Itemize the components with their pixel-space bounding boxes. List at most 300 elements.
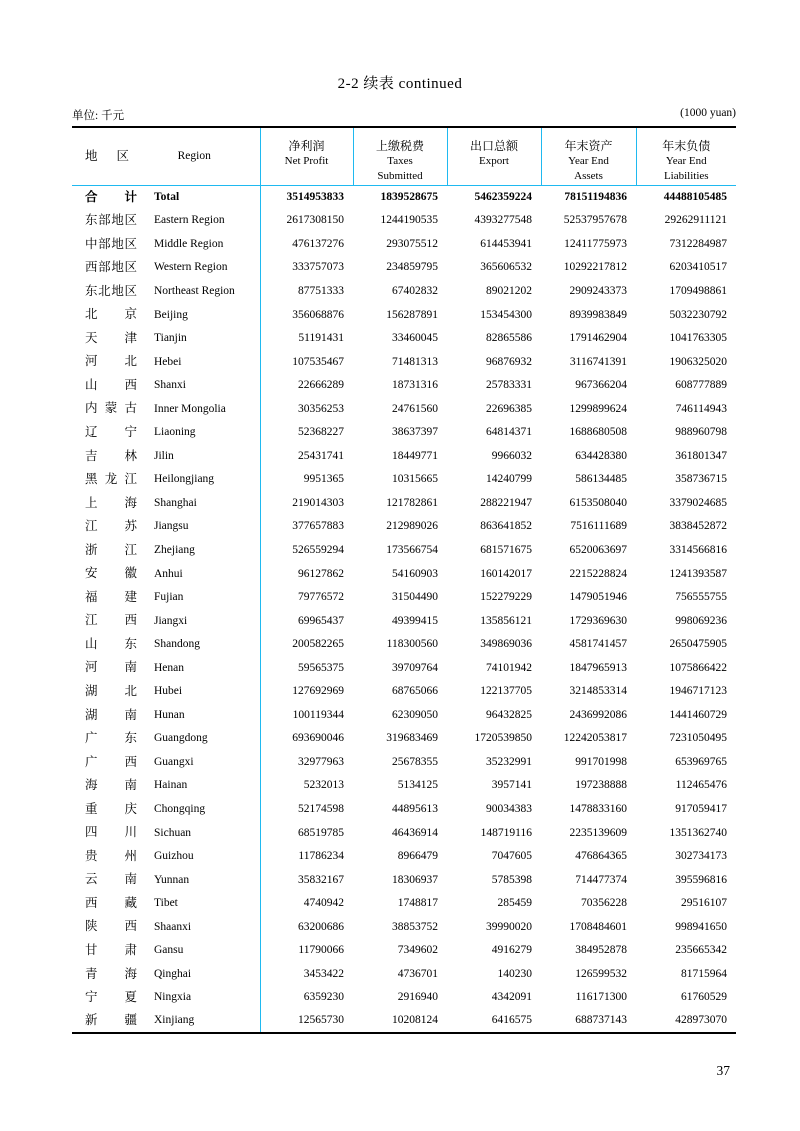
value-cell: 2916940 [397,991,438,1004]
value-cell: 293075512 [386,237,438,250]
value-cell: 3116741391 [569,355,627,368]
region-name-en: Anhui [154,567,183,580]
value-cell: 4740942 [303,897,344,910]
table-row [72,679,736,703]
region-cell [72,468,260,492]
value-cell: 71481313 [392,355,438,368]
value-cell: 1729369630 [569,614,627,627]
value-cell: 52174598 [298,802,344,815]
table-row [72,986,736,1010]
column-header-zh: 出口总额 [469,139,518,153]
value-cell: 6153508040 [569,496,627,509]
region-cell [72,679,260,703]
value-cell: 1847965913 [569,661,627,674]
value-cell: 135856121 [480,614,532,627]
value-cell: 693690046 [292,732,344,745]
value-cell: 1299899624 [569,402,627,415]
table-row [72,279,736,303]
region-name-en: Qinghai [154,967,192,980]
region-name-zh: 东部地区 [85,213,137,228]
region-name-zh: 浙江 [85,542,137,557]
value-cell: 1791462904 [569,332,627,345]
value-cell: 35232991 [486,755,532,768]
region-cell [72,915,260,939]
region-name-en: Heilongjiang [154,473,215,486]
value-cell: 714477374 [575,873,627,886]
value-cell: 25783331 [486,379,532,392]
value-cell: 69965437 [298,614,344,627]
value-cell: 87751333 [298,284,344,297]
region-name-zh: 陕西 [85,919,137,934]
value-cell: 78151194836 [564,191,627,204]
column-header [447,127,541,185]
value-cell: 5032230792 [669,308,727,321]
value-cell: 4736701 [397,967,438,980]
value-cell: 746114943 [675,402,727,415]
value-cell: 12411775973 [564,237,627,250]
value-cell: 31504490 [392,591,438,604]
value-cell: 29516107 [681,897,727,910]
value-cell: 44895613 [392,802,438,815]
region-header-en: Region [177,150,211,163]
region-name-zh: 上海 [85,495,137,510]
region-name-en: Tianjin [154,332,187,345]
value-cell: 319683469 [386,732,438,745]
value-cell: 4342091 [491,991,532,1004]
value-cell: 112465476 [675,779,727,792]
value-cell: 302734173 [675,850,727,863]
value-cell: 52368227 [298,426,344,439]
region-cell [72,279,260,303]
value-cell: 5462359224 [474,191,532,204]
value-cell: 18731316 [392,379,438,392]
page-number: 37 [716,1063,730,1078]
region-cell [72,750,260,774]
unit-label-en: (1000 yuan) [680,107,736,119]
value-cell: 2215228824 [569,567,627,580]
region-cell [72,656,260,680]
value-cell: 1720539850 [474,732,532,745]
region-cell [72,185,260,209]
region-name-zh: 广西 [85,754,137,769]
value-cell: 1041763305 [669,332,727,345]
table-row [72,185,736,209]
value-cell: 59565375 [298,661,344,674]
value-cell: 608777889 [675,379,727,392]
value-cell: 9951365 [303,473,344,486]
value-cell: 285459 [497,897,532,910]
value-cell: 991701998 [575,755,627,768]
value-cell: 156287891 [386,308,438,321]
region-name-zh: 甘肃 [85,943,137,958]
value-cell: 967366204 [575,379,627,392]
region-cell [72,797,260,821]
region-name-zh: 云南 [85,872,137,887]
value-cell: 4581741457 [569,638,627,651]
value-cell: 22666289 [298,379,344,392]
region-cell [72,1009,260,1033]
column-header-en: Liabilities [663,169,709,182]
column-header [541,127,636,185]
value-cell: 140230 [497,967,532,980]
region-name-zh: 湖南 [85,707,137,722]
region-cell [72,444,260,468]
region-name-en: Zhejiang [154,543,195,556]
table-row [72,891,736,915]
table-row [72,397,736,421]
value-cell: 5134125 [397,779,438,792]
value-cell: 52537957678 [563,214,627,227]
region-name-en: Fujian [154,591,184,604]
table-row [72,491,736,515]
value-cell: 46436914 [392,826,438,839]
table-row [72,797,736,821]
value-cell: 4393277548 [474,214,532,227]
region-name-zh: 山西 [85,377,137,392]
value-cell: 116171300 [575,991,627,1004]
value-cell: 1906325020 [669,355,727,368]
value-cell: 1688680508 [569,426,627,439]
value-cell: 11786234 [298,850,344,863]
value-cell: 12242053817 [563,732,627,745]
column-header-region [72,127,260,185]
region-cell [72,491,260,515]
region-name-zh: 宁夏 [85,990,137,1005]
region-cell [72,303,260,327]
region-name-en: Hubei [154,685,183,698]
table-row [72,538,736,562]
table-row [72,468,736,492]
value-cell: 7047605 [491,850,532,863]
region-name-en: Guizhou [154,850,194,863]
table-row [72,303,736,327]
region-cell [72,326,260,350]
value-cell: 7349602 [397,944,438,957]
value-cell: 160142017 [480,567,532,580]
value-cell: 29262911121 [664,214,727,227]
value-cell: 988960798 [675,426,727,439]
value-cell: 82865586 [486,332,532,345]
table-row [72,727,736,751]
region-cell [72,868,260,892]
table-row [72,585,736,609]
region-name-zh: 海南 [85,778,137,793]
region-name-en: Chongqing [154,802,206,815]
region-cell [72,232,260,256]
value-cell: 12565730 [298,1014,344,1027]
value-cell: 356068876 [292,308,344,321]
value-cell: 998941650 [675,920,727,933]
region-name-en: Tibet [154,897,178,910]
value-cell: 586134485 [575,473,627,486]
column-header-zh: 上缴税费 [375,139,424,153]
region-name-en: Jiangsu [154,520,189,533]
region-name-en: Western Region [154,261,228,274]
value-cell: 349869036 [480,638,532,651]
value-cell: 235665342 [675,944,727,957]
value-cell: 3214853314 [569,685,627,698]
region-name-en: Eastern Region [154,214,225,227]
value-cell: 51191431 [298,332,344,345]
value-cell: 79776572 [298,591,344,604]
region-cell [72,420,260,444]
value-cell: 1478833160 [569,802,627,815]
value-cell: 62309050 [392,708,438,721]
region-cell [72,609,260,633]
value-cell: 3453422 [303,967,344,980]
region-name-en: Middle Region [154,237,224,250]
region-name-en: Northeast Region [154,284,235,297]
region-name-en: Inner Mongolia [154,402,226,415]
value-cell: 1075866422 [669,661,727,674]
table-row [72,515,736,539]
value-cell: 64814371 [486,426,532,439]
region-name-zh: 重庆 [85,801,137,816]
value-cell: 14240799 [486,473,532,486]
value-cell: 384952878 [575,944,627,957]
column-header [353,127,447,185]
region-cell [72,891,260,915]
region-name-zh: 辽宁 [85,424,137,439]
value-cell: 2436992086 [569,708,627,721]
value-cell: 288221947 [480,496,532,509]
region-name-en: Liaoning [154,426,196,439]
table-row [72,939,736,963]
table-row [72,844,736,868]
value-cell: 3379024685 [669,496,727,509]
value-cell: 234859795 [386,261,438,274]
value-cell: 863641852 [480,520,532,533]
value-cell: 7516111689 [570,520,627,533]
value-cell: 1708484601 [569,920,627,933]
value-cell: 25678355 [392,755,438,768]
value-cell: 8966479 [397,850,438,863]
value-cell: 7231050495 [669,732,727,745]
value-cell: 9966032 [491,449,532,462]
region-name-en: Ningxia [154,991,192,1004]
region-cell [72,256,260,280]
value-cell: 5232013 [303,779,344,792]
region-name-zh: 内蒙古 [85,401,137,416]
region-name-zh: 吉林 [85,448,137,463]
region-name-zh: 四川 [85,825,137,840]
value-cell: 68765066 [392,685,438,698]
table-row [72,915,736,939]
value-cell: 67402832 [392,284,438,297]
region-name-en: Henan [154,661,185,674]
region-cell [72,515,260,539]
value-cell: 39709764 [392,661,438,674]
value-cell: 70356228 [581,897,627,910]
region-name-zh: 合计 [85,189,137,204]
region-cell [72,986,260,1010]
value-cell: 74101942 [486,661,532,674]
region-name-zh: 福建 [85,589,137,604]
table-row [72,350,736,374]
region-cell [72,727,260,751]
value-cell: 152279229 [480,591,532,604]
table-row [72,420,736,444]
value-cell: 526559294 [292,543,344,556]
column-header-en: Export [479,155,509,167]
value-cell: 333757073 [292,261,344,274]
column-header-zh: 年末资产 [564,139,613,153]
value-cell: 10208124 [392,1014,438,1027]
value-cell: 96876932 [486,355,532,368]
value-cell: 11790066 [298,944,344,957]
column-header-en: Year End [568,155,609,167]
value-cell: 68519785 [298,826,344,839]
header-row [72,127,736,185]
region-name-zh: 中部地区 [85,236,137,251]
region-cell [72,562,260,586]
value-cell: 219014303 [292,496,344,509]
region-cell [72,703,260,727]
value-cell: 5785398 [491,873,532,886]
column-header-zh: 净利润 [288,139,325,153]
region-name-zh: 新疆 [85,1013,137,1028]
value-cell: 49399415 [392,614,438,627]
value-cell: 1479051946 [569,591,627,604]
value-cell: 3838452872 [669,520,727,533]
region-name-en: Shandong [154,638,200,651]
value-cell: 2909243373 [569,284,627,297]
region-name-en: Xinjiang [154,1014,195,1027]
column-header-zh: 年末负债 [662,139,711,153]
value-cell: 200582265 [292,638,344,651]
value-cell: 18449771 [392,449,438,462]
value-cell: 173566754 [386,543,438,556]
value-cell: 38853752 [392,920,438,933]
region-name-en: Jiangxi [154,614,188,627]
value-cell: 3957141 [491,779,532,792]
region-cell [72,373,260,397]
region-name-zh: 江西 [85,613,137,628]
region-cell [72,821,260,845]
region-cell [72,538,260,562]
region-name-en: Gansu [154,944,184,957]
table-row [72,444,736,468]
region-name-en: Hainan [154,779,188,792]
value-cell: 25431741 [298,449,344,462]
region-name-zh: 天津 [85,330,137,345]
region-cell [72,774,260,798]
page-title: 2-2 续表 continued [337,76,463,92]
table-row [72,774,736,798]
region-name-zh: 河北 [85,354,137,369]
unit-row [72,107,736,123]
region-name-en: Hunan [154,708,185,721]
region-name-zh: 青海 [85,966,137,981]
region-cell [72,844,260,868]
column-header-en: Assets [574,169,603,182]
region-name-en: Shaanxi [154,920,192,933]
table-row [72,962,736,986]
value-cell: 39990020 [486,920,532,933]
region-cell [72,397,260,421]
value-cell: 96127862 [298,567,344,580]
value-cell: 38637397 [392,426,438,439]
value-cell: 756555755 [675,591,727,604]
value-cell: 688737143 [575,1014,627,1027]
region-name-zh: 黑龙江 [85,472,137,487]
region-name-zh: 西部地区 [85,260,137,275]
value-cell: 1946717123 [669,685,727,698]
value-cell: 24761560 [392,402,438,415]
region-name-en: Shanxi [154,379,186,392]
table-row [72,562,736,586]
value-cell: 2235139609 [569,826,627,839]
column-header [260,127,353,185]
value-cell: 33460045 [392,332,438,345]
value-cell: 3314566816 [669,543,727,556]
region-cell [72,585,260,609]
region-name-en: Sichuan [154,826,192,839]
value-cell: 18306937 [392,873,438,886]
value-cell: 107535467 [292,355,344,368]
value-cell: 100119344 [292,708,344,721]
value-cell: 121782861 [386,496,438,509]
region-name-en: Hebei [154,355,182,368]
value-cell: 96432825 [486,708,532,721]
value-cell: 90034383 [486,802,532,815]
value-cell: 377657883 [292,520,344,533]
value-cell: 54160903 [392,567,438,580]
value-cell: 614453941 [480,237,532,250]
table-row [72,1009,736,1033]
table-body [72,185,736,1033]
region-name-en: Total [154,191,180,204]
region-name-zh: 西藏 [85,895,137,910]
value-cell: 428973070 [675,1014,727,1027]
value-cell: 61760529 [681,991,727,1004]
value-cell: 118300560 [386,638,438,651]
value-cell: 365606532 [480,261,532,274]
value-cell: 1748817 [397,897,438,910]
column-header [636,127,736,185]
value-cell: 212989026 [386,520,438,533]
value-cell: 22696385 [486,402,532,415]
value-cell: 998069236 [675,614,727,627]
value-cell: 1241393587 [669,567,727,580]
value-cell: 361801347 [675,449,727,462]
value-cell: 476137276 [292,237,344,250]
table-row [72,821,736,845]
statistics-table [72,126,736,1034]
region-name-zh: 河南 [85,660,137,675]
table-row [72,632,736,656]
region-header-zh: 地区 [85,149,129,163]
value-cell: 30356253 [298,402,344,415]
value-cell: 476864365 [575,850,627,863]
value-cell: 44488105485 [663,191,727,204]
region-name-en: Shanghai [154,496,197,509]
value-cell: 634428380 [575,449,627,462]
value-cell: 6520063697 [569,543,627,556]
value-cell: 89021202 [486,284,532,297]
region-name-zh: 江苏 [85,519,137,534]
value-cell: 6359230 [303,991,344,1004]
value-cell: 681571675 [480,543,532,556]
table-row [72,868,736,892]
value-cell: 10292217812 [563,261,627,274]
region-name-zh: 湖北 [85,684,137,698]
table-row [72,656,736,680]
value-cell: 1839528675 [380,191,438,204]
value-cell: 1351362740 [669,826,727,839]
value-cell: 358736715 [675,473,727,486]
region-cell [72,209,260,233]
